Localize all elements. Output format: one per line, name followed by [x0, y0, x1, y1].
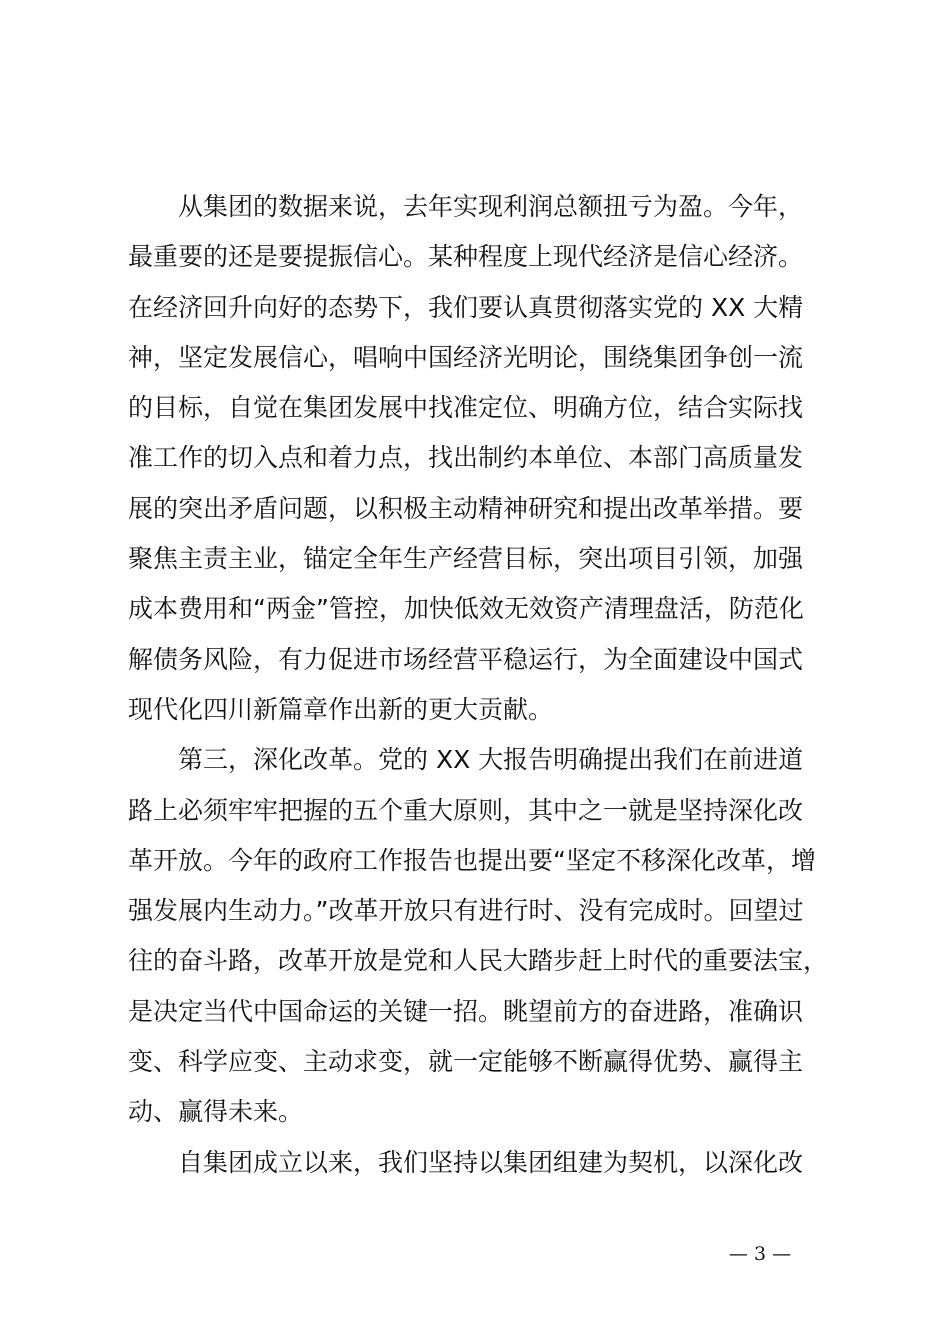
text-line: 神，坚定发展信心，唱响中国经济光明论，围绕集团争创一流: [128, 342, 804, 372]
text-line: 最重要的还是要提振信心。某种程度上现代经济是信心经济。: [128, 242, 804, 272]
text-line: 变、科学应变、主动求变，就一定能够不断赢得优势、赢得主: [128, 1047, 804, 1077]
text-line: 强发展内生动力。”改革开放只有进行时、没有完成时。回望过: [128, 896, 804, 926]
text-line: 自集团成立以来，我们坚持以集团组建为契机，以深化改: [128, 1147, 804, 1177]
text-line: 第三，深化改革。党的 XX 大报告明确提出我们在前进道: [128, 745, 804, 775]
page-number: — 3 —: [728, 1243, 792, 1265]
text-line: 路上必须牢牢把握的五个重大原则，其中之一就是坚持深化改: [128, 795, 804, 825]
text-line: 展的突出矛盾问题，以积极主动精神研究和提出改革举措。要: [128, 493, 804, 523]
text-line: 革开放。今年的政府工作报告也提出要“坚定不移深化改革，增: [128, 845, 816, 875]
text-line: 解债务风险，有力促进市场经营平稳运行，为全面建设中国式: [128, 644, 804, 674]
text-line: 成本费用和“两金”管控，加快低效无效资产清理盘活，防范化: [128, 594, 804, 624]
text-line: 动、赢得未来。: [128, 1097, 304, 1127]
text-line: 的目标，自觉在集团发展中找准定位、明确方位，结合实际找: [128, 393, 804, 423]
text-line: 现代化四川新篇章作出新的更大贡献。: [128, 694, 554, 724]
text-line: 准工作的切入点和着力点，找出制约本单位、本部门高质量发: [128, 443, 804, 473]
text-line: 是决定当代中国命运的关键一招。眺望前方的奋进路，准确识: [128, 996, 804, 1026]
text-line: 往的奋斗路，改革开放是党和人民大踏步赶上时代的重要法宝，: [128, 946, 829, 976]
text-line: 从集团的数据来说，去年实现利润总额扭亏为盈。今年，: [128, 192, 804, 221]
body-text: [128, 182, 828, 1188]
text-line: 聚焦主责主业，锚定全年生产经营目标，突出项目引领，加强: [128, 544, 804, 574]
text-line: 在经济回升向好的态势下，我们要认真贯彻落实党的 XX 大精: [128, 292, 804, 322]
